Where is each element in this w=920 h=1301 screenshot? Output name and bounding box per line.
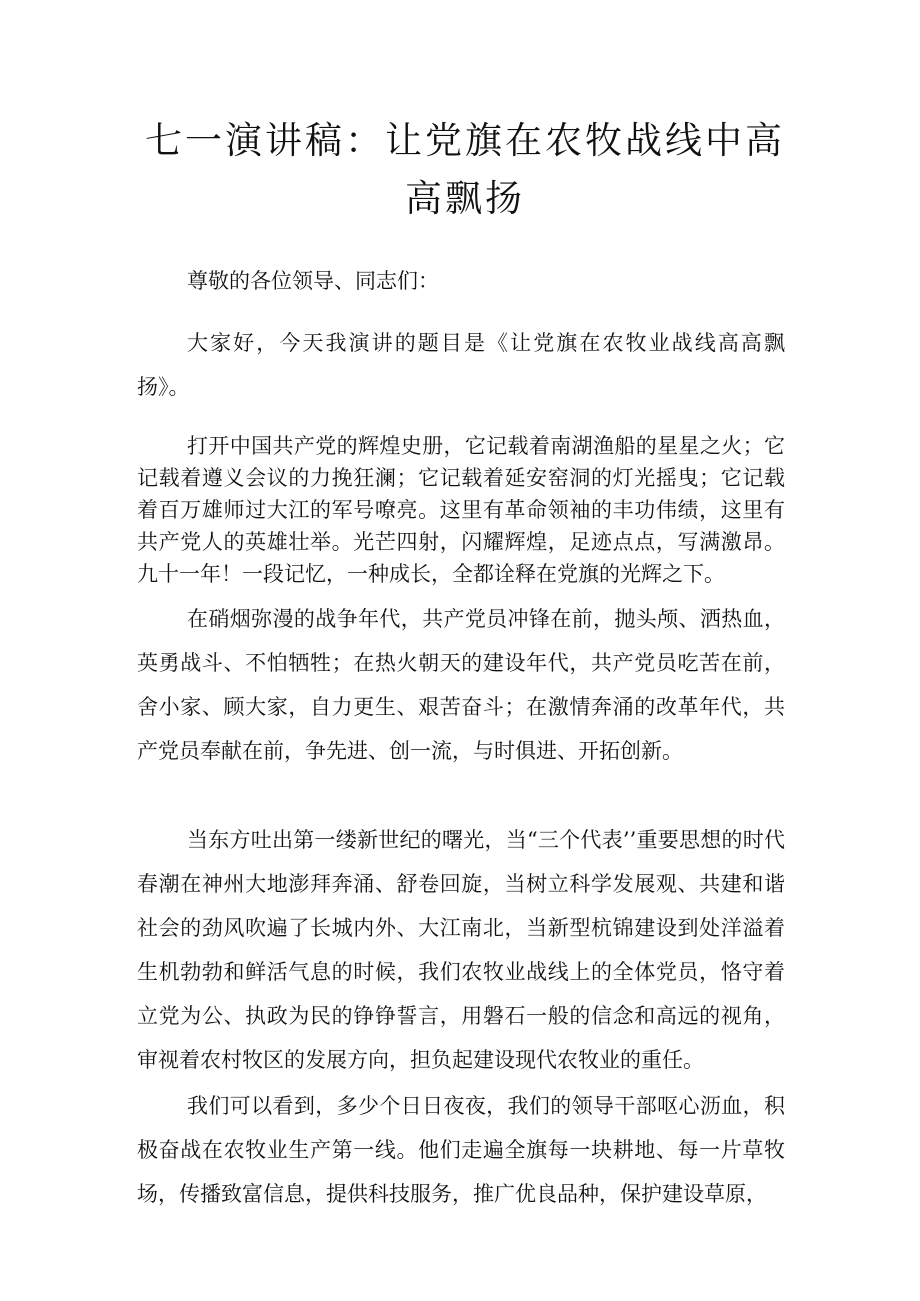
document-title: 七一演讲稿：让党旗在农牧战线中高高飘扬 bbox=[145, 119, 785, 220]
paragraph-party-history: 打开中国共产党的辉煌史册，它记载着南湖渔船的星星之火；它记载着遵义会议的力挽狂澜；它记载着延安窑洞的灯光摇曳；它记载着百万雄师过大江的军号嘹亮。这里有革命领袖的丰功伟绩，这里有共产党人的英雄壮举。光芒四射，闪耀辉煌，足迹点点，写满激昂。九十一年！一段记忆，一种成长，全都诠释在党旗的光辉之下。 bbox=[137, 434, 785, 586]
paragraph-leaders: 我们可以看到，多少个日日夜夜，我们的领导干部呕心沥血，积极奋战在农牧业生产第一线。他们走遍全旗每一块耕地、每一片草牧场，传播致富信息，提供科技服务，推广优良品种，保护建设草原， bbox=[137, 1094, 785, 1206]
paragraph-eras: 在硝烟弥漫的战争年代，共产党员冲锋在前，抛头颅、洒热血，英勇战斗、不怕牺牲；在热火朝天的建设年代，共产党员吃苦在前，舍小家、顾大家，自力更生、艰苦奋斗；在激情奔涌的改革年代，共产党员奉献在前，争先进、创一流，与时俱进、开拓创新。 bbox=[137, 607, 785, 763]
paragraph-greeting: 尊敬的各位领导、同志们： bbox=[187, 269, 439, 293]
paragraph-new-century: 当东方吐出第一缕新世纪的曙光，当“三个代表’’重要思想的时代春潮在神州大地澎拜奔涌、舒卷回旋，当树立科学发展观、共建和谐社会的劲风吹遍了长城内外、大江南北，当新型杭锦建设到处洋溢着生机勃勃和鲜活气息的时候，我们农牧业战线上的全体党员，恪守着立党为公、执政为民的铮铮誓言，用磐石一般的信念和高远的视角，审视着农村牧区的发展方向，担负起建设现代农牧业的重任。 bbox=[137, 828, 785, 1072]
paragraph-intro: 大家好，今天我演讲的题目是《让党旗在农牧业战线高高飘扬》。 bbox=[137, 331, 785, 399]
